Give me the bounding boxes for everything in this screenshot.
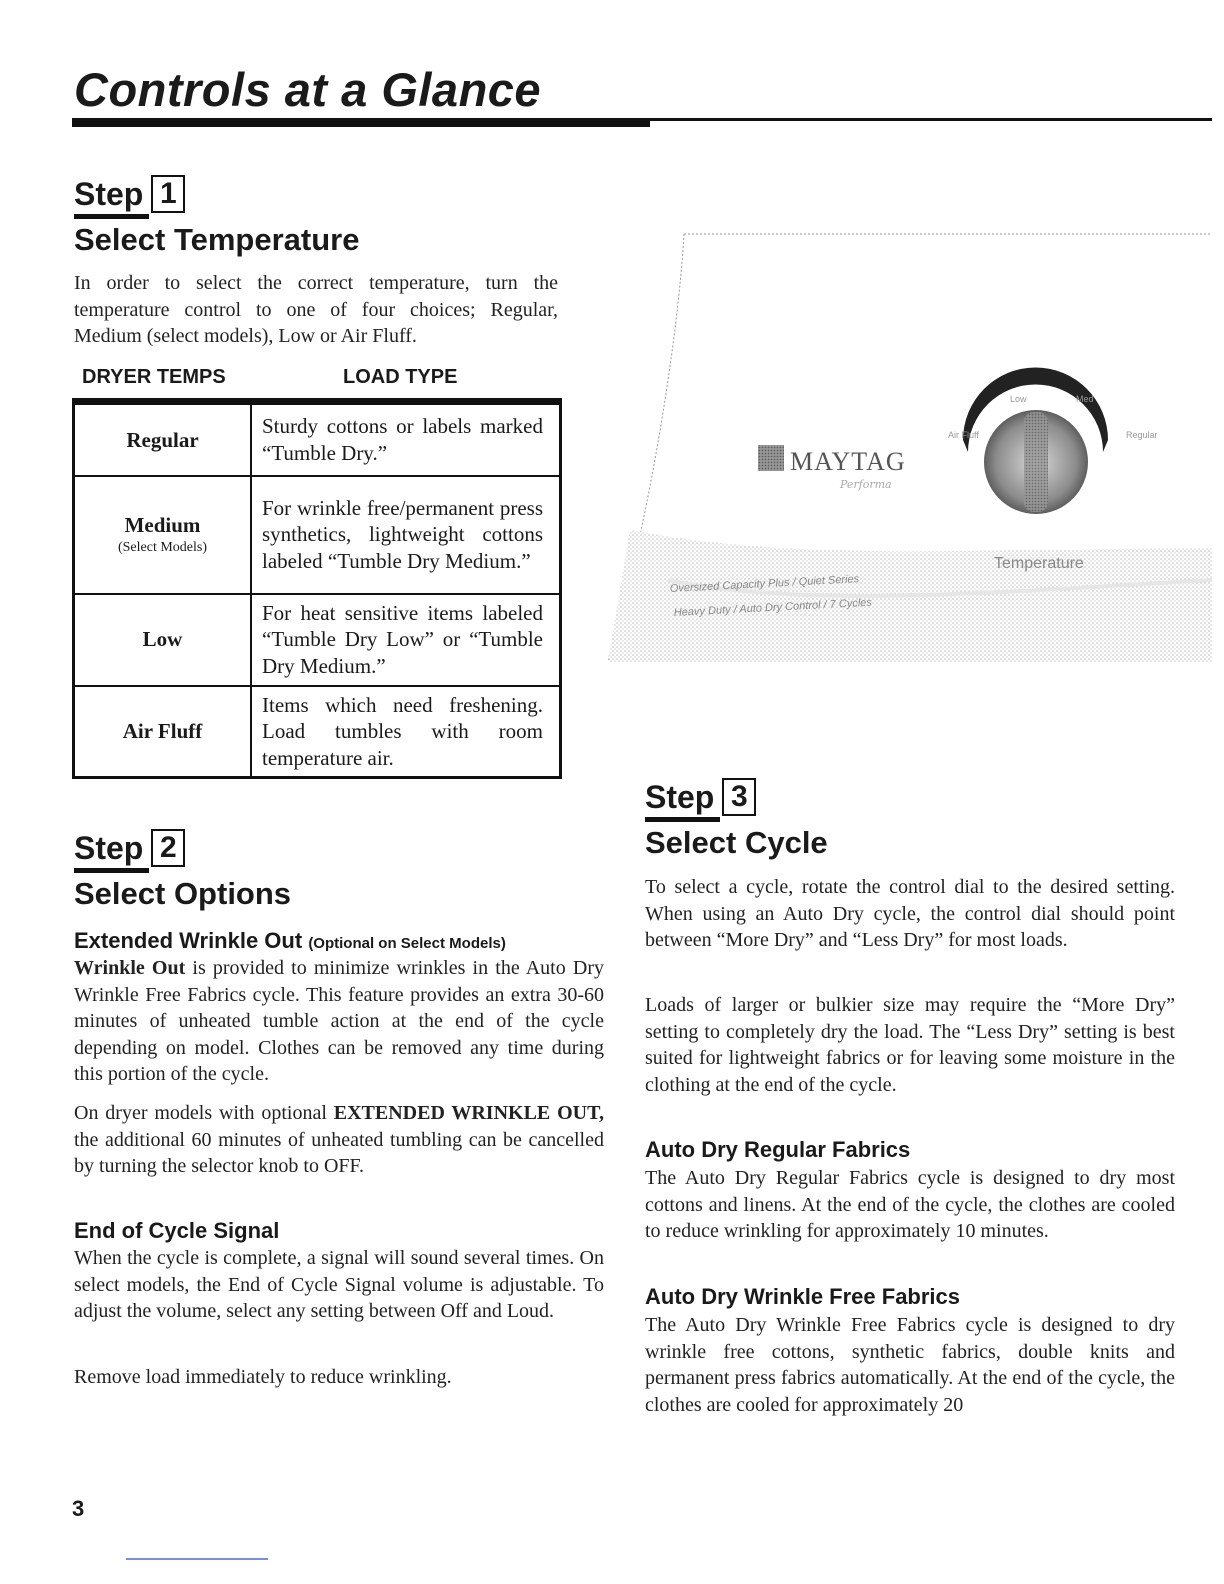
auto-dry-regular-heading: Auto Dry Regular Fabrics	[645, 1137, 911, 1162]
step-3-word: Step	[645, 777, 720, 822]
step-3-number: 3	[722, 778, 756, 816]
table-row	[74, 686, 561, 778]
page-number: 3	[72, 1496, 85, 1521]
temp-note: (Select Models)	[117, 539, 208, 555]
control-panel-svg	[608, 230, 1212, 662]
series-line-1: Oversized Capacity Plus / Quiet Series	[669, 573, 860, 595]
table-row	[74, 476, 561, 594]
step-2-title: Select Options	[74, 876, 292, 911]
temp-name: Low	[74, 594, 252, 686]
step-1-word: Step	[74, 174, 149, 219]
temp-name: Regular	[74, 402, 252, 476]
control-panel-illustration	[608, 230, 1212, 662]
dial-label-med: Med	[1076, 394, 1094, 404]
page-title: Controls at a Glance	[74, 63, 542, 116]
step-3-header	[645, 777, 756, 822]
table-row	[74, 402, 561, 476]
auto-dry-wrinkle-free-text: The Auto Dry Wrinkle Free Fabrics cycle is designed to dry wrinkle free cottons, synthetic fabrics, double knits and permanent press fabrics automatically. At the end of the cycle, the clothes are cooled for approximately 20	[645, 1314, 1175, 1416]
col-dryer-temps: DRYER TEMPS	[82, 366, 226, 388]
auto-dry-wrinkle-free-heading: Auto Dry Wrinkle Free Fabrics	[645, 1284, 961, 1309]
temp-desc: Items which need freshening. Load tumbles with room temperature air.	[251, 686, 561, 778]
step-1-title: Select Temperature	[74, 222, 360, 257]
temp-name: Air Fluff	[74, 686, 252, 778]
step-3-paragraph-1: To select a cycle, rotate the control dial to the desired setting. When using an Auto Dry cycle, the control dial should point between “More Dry” and “Less Dry” for most loads.	[645, 876, 1175, 951]
dial-label-regular: Regular	[1126, 430, 1158, 440]
step-2-word: Step	[74, 828, 149, 873]
step-3-title: Select Cycle	[645, 825, 828, 860]
temp-desc: For heat sensitive items labeled “Tumble Dry Low” or “Tumble Dry Medium.”	[251, 594, 561, 686]
wrinkle-out-heading: Extended Wrinkle Out (Optional on Select Models)	[74, 928, 506, 953]
wrinkle-out-note: (Optional on Select Models)	[308, 935, 506, 952]
maytag-logo-mark	[758, 445, 784, 471]
step-3-paragraph-2: Loads of larger or bulkier size may require the “More Dry” setting to completely dry the load. The “Less Dry” setting is best suited for lightweight fabrics or for leaving some moisture in the clothing at the end of the cycle.	[645, 994, 1175, 1096]
temp-name: Medium (Select Models)	[74, 476, 252, 594]
dial-grip	[1024, 412, 1048, 512]
step-1-number: 1	[151, 175, 185, 213]
series-line-2: Heavy Duty / Auto Dry Control / 7 Cycles	[673, 596, 873, 619]
step-1-header	[74, 174, 185, 219]
auto-dry-regular-text: The Auto Dry Regular Fabrics cycle is designed to dry most cottons and linens. At the end of the cycle, the clothes are cooled to reduce wrinkling for approximately 10 minutes.	[645, 1167, 1175, 1242]
dial-caption: Temperature	[994, 555, 1084, 572]
step-1-intro: In order to select the correct temperature, turn the temperature control to one of four choices; Regular, Medium (select models), Low or Air Fluff.	[74, 272, 558, 347]
temperature-dial[interactable]	[963, 368, 1108, 515]
temp-desc: For wrinkle free/permanent press synthetics, lightweight cottons labeled “Tumble Dry Medium.”	[251, 476, 561, 594]
end-of-cycle-heading: End of Cycle Signal	[74, 1218, 280, 1243]
col-load-type: LOAD TYPE	[343, 366, 458, 388]
dial-label-low: Low	[1010, 394, 1027, 404]
dial-label-air-fluff: Air Fluff	[948, 430, 979, 440]
brand-subtitle: Performa	[840, 478, 892, 491]
wrinkle-out-text: Wrinkle Out is provided to minimize wrinkles in the Auto Dry Wrinkle Free Fabrics cycle. This feature provides an extra 30-60 minutes of unheated tumble action at the end of the cycle depending on model. Clothes can be removed any time during this portion of the cycle.	[74, 957, 604, 1085]
remove-load-text: Remove load immediately to reduce wrinkling.	[74, 1366, 452, 1388]
temp-desc: Sturdy cottons or labels marked “Tumble Dry.”	[251, 402, 561, 476]
temperature-table	[72, 398, 562, 779]
step-2-number: 2	[151, 829, 185, 867]
footer-line	[126, 1558, 268, 1560]
table-row	[74, 594, 561, 686]
end-of-cycle-text: When the cycle is complete, a signal will sound several times. On select models, the End of Cycle Signal volume is adjustable. To adjust the volume, select any setting between Off and Loud.	[74, 1247, 604, 1322]
title-rule-thin	[650, 118, 1212, 121]
brand-name: MAYTAG	[790, 447, 906, 476]
step-2-header	[74, 828, 185, 873]
extended-wrinkle-text: On dryer models with optional EXTENDED WRINKLE OUT, the additional 60 minutes of unheated tumbling can be cancelled by turning the selector knob to OFF.	[74, 1102, 604, 1177]
title-rule-thick	[72, 118, 650, 127]
